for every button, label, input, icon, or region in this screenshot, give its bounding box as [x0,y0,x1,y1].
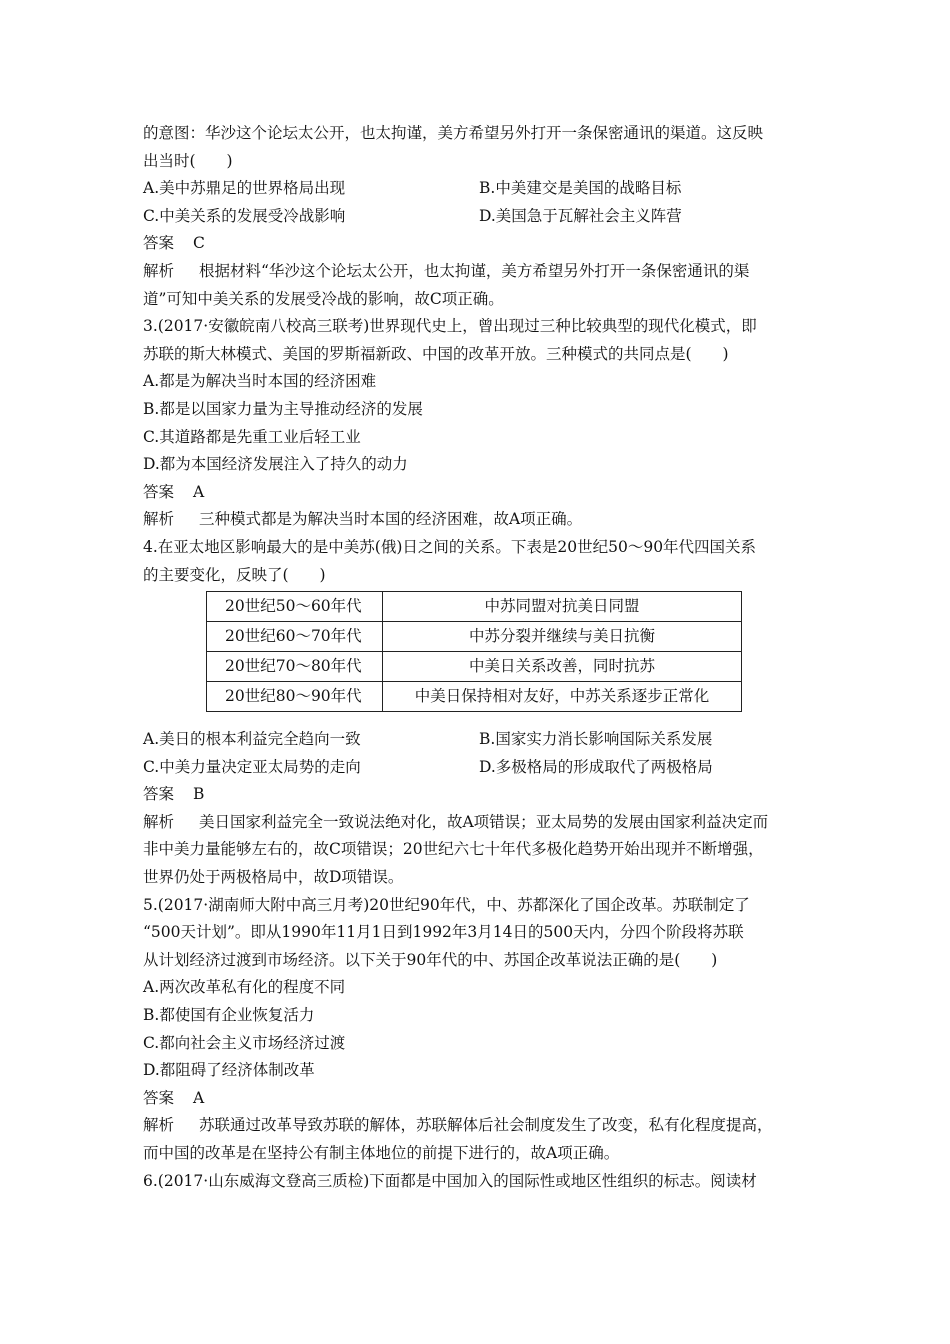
q5-analysis-line-2: 而中国的改革是在坚持公有制主体地位的前提下进行的，故A项正确。 [143,1144,620,1162]
q2-analysis-line-2: 道”可知中美关系的发展受冷战的影响，故C项正确。 [143,289,504,308]
answer-value: B [192,785,205,804]
table-row [207,592,742,622]
analysis-label: 解析 [143,261,175,280]
relation-cell: 中美日关系改善，同时抗苏 [383,652,742,682]
q4-stem-line-1: 4.在亚太地区影响最大的是中美苏(俄)日之间的关系。下表是20世纪50～90年代四国关系 [143,537,757,556]
q3-analysis-line-1 [143,506,813,534]
q2-option-b: B.中美建交是美国的战略目标 [479,179,682,198]
q5-option-a: A.两次改革私有化的程度不同 [143,978,346,997]
q4-options-row-2 [143,754,813,782]
q2-stem-line-2: 出当时( ) [143,151,233,170]
analysis-text: 苏联通过改革导致苏联的解体，苏联解体后社会制度发生了改变，私有化程度提高， [198,1116,773,1135]
answer-label: 答案 [143,1088,175,1107]
q5-stem-line-2: “500天计划”。即从1990年11月1日到1992年3月14日的500天内，分四个阶段将苏联 [143,923,744,942]
relation-cell: 中苏分裂并继续与美日抗衡 [383,622,742,652]
period-cell: 20世纪50～60年代 [207,592,383,622]
answer-value: A [192,482,205,501]
q2-options-row-2 [143,203,813,231]
q2-option-a: A.美中苏鼎足的世界格局出现 [143,179,346,198]
relation-cell: 中苏同盟对抗美日同盟 [383,592,742,622]
q5-option-b: B.都使国有企业恢复活力 [143,1006,315,1025]
q3-stem-line-2: 苏联的斯大林模式、美国的罗斯福新政、中国的改革开放。三种模式的共同点是( ) [143,344,729,363]
period-cell: 20世纪80～90年代 [207,682,383,712]
answer-label: 答案 [143,785,175,804]
q5-stem-line-1: 5.(2017·湖南师大附中高三月考)20世纪90年代，中、苏都深化了国企改革。苏联制定了 [143,895,750,914]
q4-stem-line-2: 的主要变化，反映了( ) [143,565,326,584]
relations-table [206,591,742,712]
q4-analysis-line-2: 非中美力量能够左右的，故C项错误；20世纪六七十年代多极化趋势开始出现并不断增强， [143,840,764,859]
period-cell: 20世纪60～70年代 [207,622,383,652]
q3-option-d: D.都为本国经济发展注入了持久的动力 [143,455,408,474]
table-row [207,682,742,712]
document-page [143,120,813,1195]
analysis-label: 解析 [143,1116,175,1135]
q6-stem-line-1: 6.(2017·山东威海文登高三质检)下面都是中国加入的国际性或地区性组织的标志。阅读材 [143,1171,757,1190]
q2-option-d: D.美国急于瓦解社会主义阵营 [479,206,682,225]
q5-option-c: C.都向社会主义市场经济过渡 [143,1033,346,1052]
q4-options-row-1 [143,726,813,754]
q4-option-a: A.美日的根本利益完全趋向一致 [143,730,361,749]
analysis-text: 美日国家利益完全一致说法绝对化，故A项错误；亚太局势的发展由国家利益决定而 [198,812,769,831]
q3-answer [143,479,813,507]
q4-answer [143,781,813,809]
q5-answer [143,1085,813,1113]
q2-analysis-line-1 [143,258,813,286]
relation-cell: 中美日保持相对友好，中苏关系逐步正常化 [383,682,742,712]
q4-option-c: C.中美力量决定亚太局势的走向 [143,757,361,776]
q2-option-c: C.中美关系的发展受冷战影响 [143,206,346,225]
q2-options-row-1 [143,175,813,203]
q4-option-b: B.国家实力消长影响国际关系发展 [479,730,713,749]
q4-option-d: D.多极格局的形成取代了两极格局 [479,757,713,776]
answer-value: A [192,1088,205,1107]
analysis-label: 解析 [143,812,175,831]
q3-option-b: B.都是以国家力量为主导推动经济的发展 [143,399,423,418]
answer-label: 答案 [143,234,175,253]
table-row [207,622,742,652]
q4-analysis-line-3: 世界仍处于两极格局中，故D项错误。 [143,868,404,887]
q2-answer [143,230,813,258]
period-cell: 20世纪70～80年代 [207,652,383,682]
q2-stem-line-1: 的意图：华沙这个论坛太公开，也太拘谨，美方希望另外打开一条保密通讯的渠道。这反映 [143,124,764,142]
q5-option-d: D.都阻碍了经济体制改革 [143,1061,315,1080]
table-row [207,652,742,682]
q3-option-c: C.其道路都是先重工业后轻工业 [143,427,361,446]
q5-stem-line-3: 从计划经济过渡到市场经济。以下关于90年代的中、苏国企改革说法正确的是( ) [143,950,718,969]
answer-label: 答案 [143,482,175,501]
q3-stem-line-1: 3.(2017·安徽皖南八校高三联考)世界现代史上，曾出现过三种比较典型的现代化模式，即 [143,317,757,336]
analysis-text: 根据材料“华沙这个论坛太公开，也太拘谨，美方希望另外打开一条保密通讯的渠 [198,261,750,280]
analysis-label: 解析 [143,510,175,529]
q4-analysis-line-1 [143,809,813,837]
q3-option-a: A.都是为解决当时本国的经济困难 [143,372,377,391]
answer-value: C [192,234,205,253]
q5-analysis-line-1 [143,1112,813,1140]
analysis-text: 三种模式都是为解决当时本国的经济困难，故A项正确。 [198,510,583,529]
